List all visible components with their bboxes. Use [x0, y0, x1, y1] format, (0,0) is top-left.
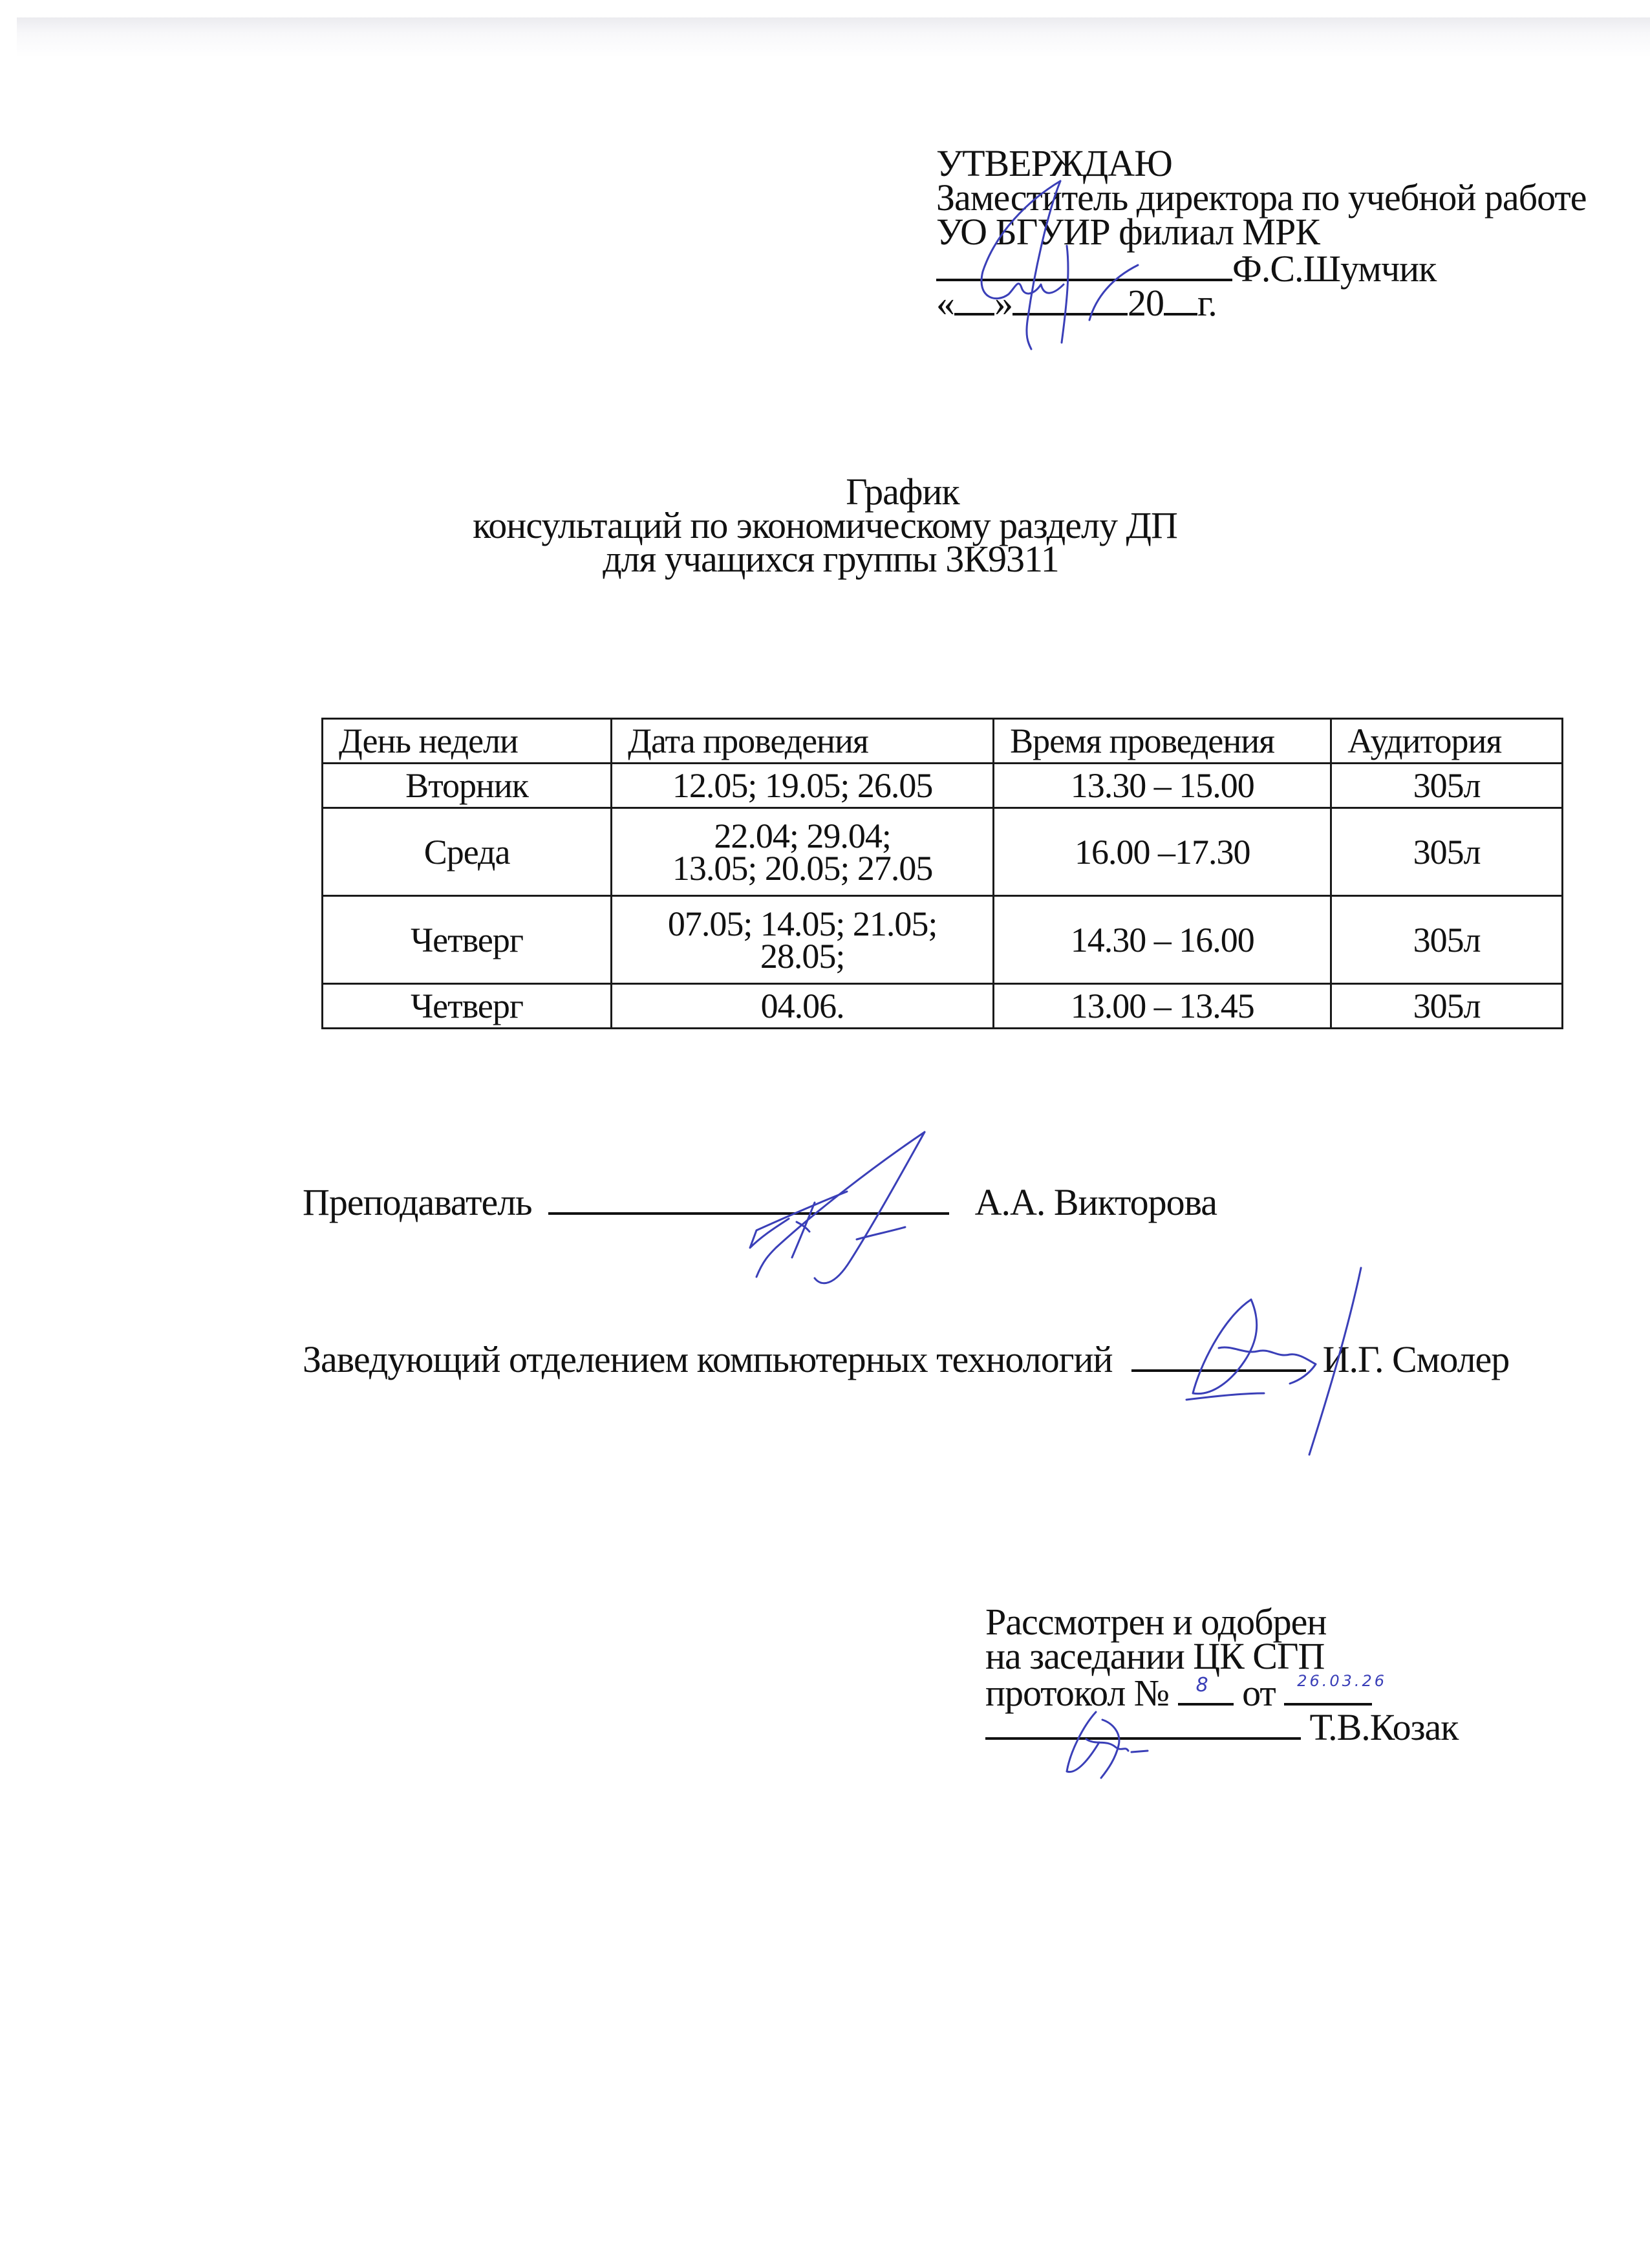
consultation-schedule-table — [321, 718, 1563, 1029]
column-header: Время проведения — [994, 719, 1331, 764]
protocol-date: 26.03.26 — [1297, 1672, 1388, 1690]
cell-room: 305л — [1331, 808, 1563, 896]
teacher-label: Преподаватель — [303, 1181, 532, 1223]
approval-heading: УТВЕРЖДАЮ — [936, 142, 1172, 184]
scan-margin — [0, 0, 1650, 18]
cell-day: Четверг — [323, 984, 612, 1029]
scan-shadow — [17, 17, 1650, 58]
teacher-name: А.А. Викторова — [974, 1181, 1217, 1223]
column-header: Дата проведения — [612, 719, 994, 764]
cell-dates — [612, 808, 994, 896]
approval-organization: УО БГУИР филиал МРК — [936, 211, 1320, 253]
review-signature — [1051, 1707, 1180, 1784]
protocol-number: 8 — [1195, 1674, 1208, 1696]
table-header-row — [323, 719, 1563, 764]
year-suffix: г. — [1197, 282, 1217, 324]
cell-room: 305л — [1331, 896, 1563, 984]
cell-time: 14.30 – 16.00 — [994, 896, 1331, 984]
date-line: 13.05; 20.05; 27.05 — [672, 848, 933, 888]
cell-day: Вторник — [323, 764, 612, 808]
cell-dates — [612, 984, 994, 1029]
review-line-2: на заседании ЦК СГП — [985, 1635, 1325, 1677]
approval-signatory: Ф.С.Шумчик — [1232, 248, 1437, 290]
protocol-date-field — [1284, 1672, 1388, 1706]
date-line: 22.04; 29.04; — [714, 816, 891, 855]
year-prefix: 20 — [1128, 282, 1164, 324]
director-signature — [957, 175, 1177, 369]
title-line-3: для учащихся группы 3К9311 — [603, 538, 1059, 580]
date-line: 12.05; 19.05; 26.05 — [672, 766, 933, 805]
date-line: 07.05; 14.05; 21.05; — [667, 904, 938, 943]
title-line-2: консультаций по экономическому разделу ДП — [473, 504, 1177, 546]
column-header: День недели — [323, 719, 612, 764]
from-label: от — [1242, 1672, 1276, 1714]
head-signature — [1161, 1264, 1374, 1458]
cell-dates — [612, 764, 994, 808]
cell-time: 13.30 – 15.00 — [994, 764, 1331, 808]
cell-room: 305л — [1331, 764, 1563, 808]
table-row — [323, 808, 1563, 896]
date-line: 04.06. — [760, 987, 844, 1025]
document-title — [0, 471, 1650, 580]
date-close-quote: » — [994, 282, 1012, 324]
head-label: Заведующий отделением компьютерных технологий — [303, 1338, 1113, 1380]
review-line-1: Рассмотрен и одобрен — [985, 1601, 1327, 1643]
protocol-number-field — [1178, 1673, 1234, 1706]
teacher-signature — [659, 1128, 957, 1283]
title-line-1: График — [846, 471, 959, 513]
cell-day: Четверг — [323, 896, 612, 984]
table-row — [323, 764, 1563, 808]
cell-dates — [612, 896, 994, 984]
protocol-label: протокол № — [985, 1672, 1170, 1714]
table-row — [323, 896, 1563, 984]
date-line: 28.05; — [760, 936, 845, 976]
table-row — [323, 984, 1563, 1029]
head-name: И.Г. Смолер — [1322, 1338, 1510, 1380]
protocol-line — [985, 1672, 1458, 1714]
date-open-quote: « — [936, 282, 954, 324]
column-header: Аудитория — [1331, 719, 1563, 764]
cell-room: 305л — [1331, 984, 1563, 1029]
review-signatory: Т.В.Козак — [1309, 1706, 1459, 1748]
cell-day: Среда — [323, 808, 612, 896]
cell-time: 16.00 –17.30 — [994, 808, 1331, 896]
cell-time: 13.00 – 13.45 — [994, 984, 1331, 1029]
approval-position: Заместитель директора по учебной работе — [936, 177, 1587, 219]
